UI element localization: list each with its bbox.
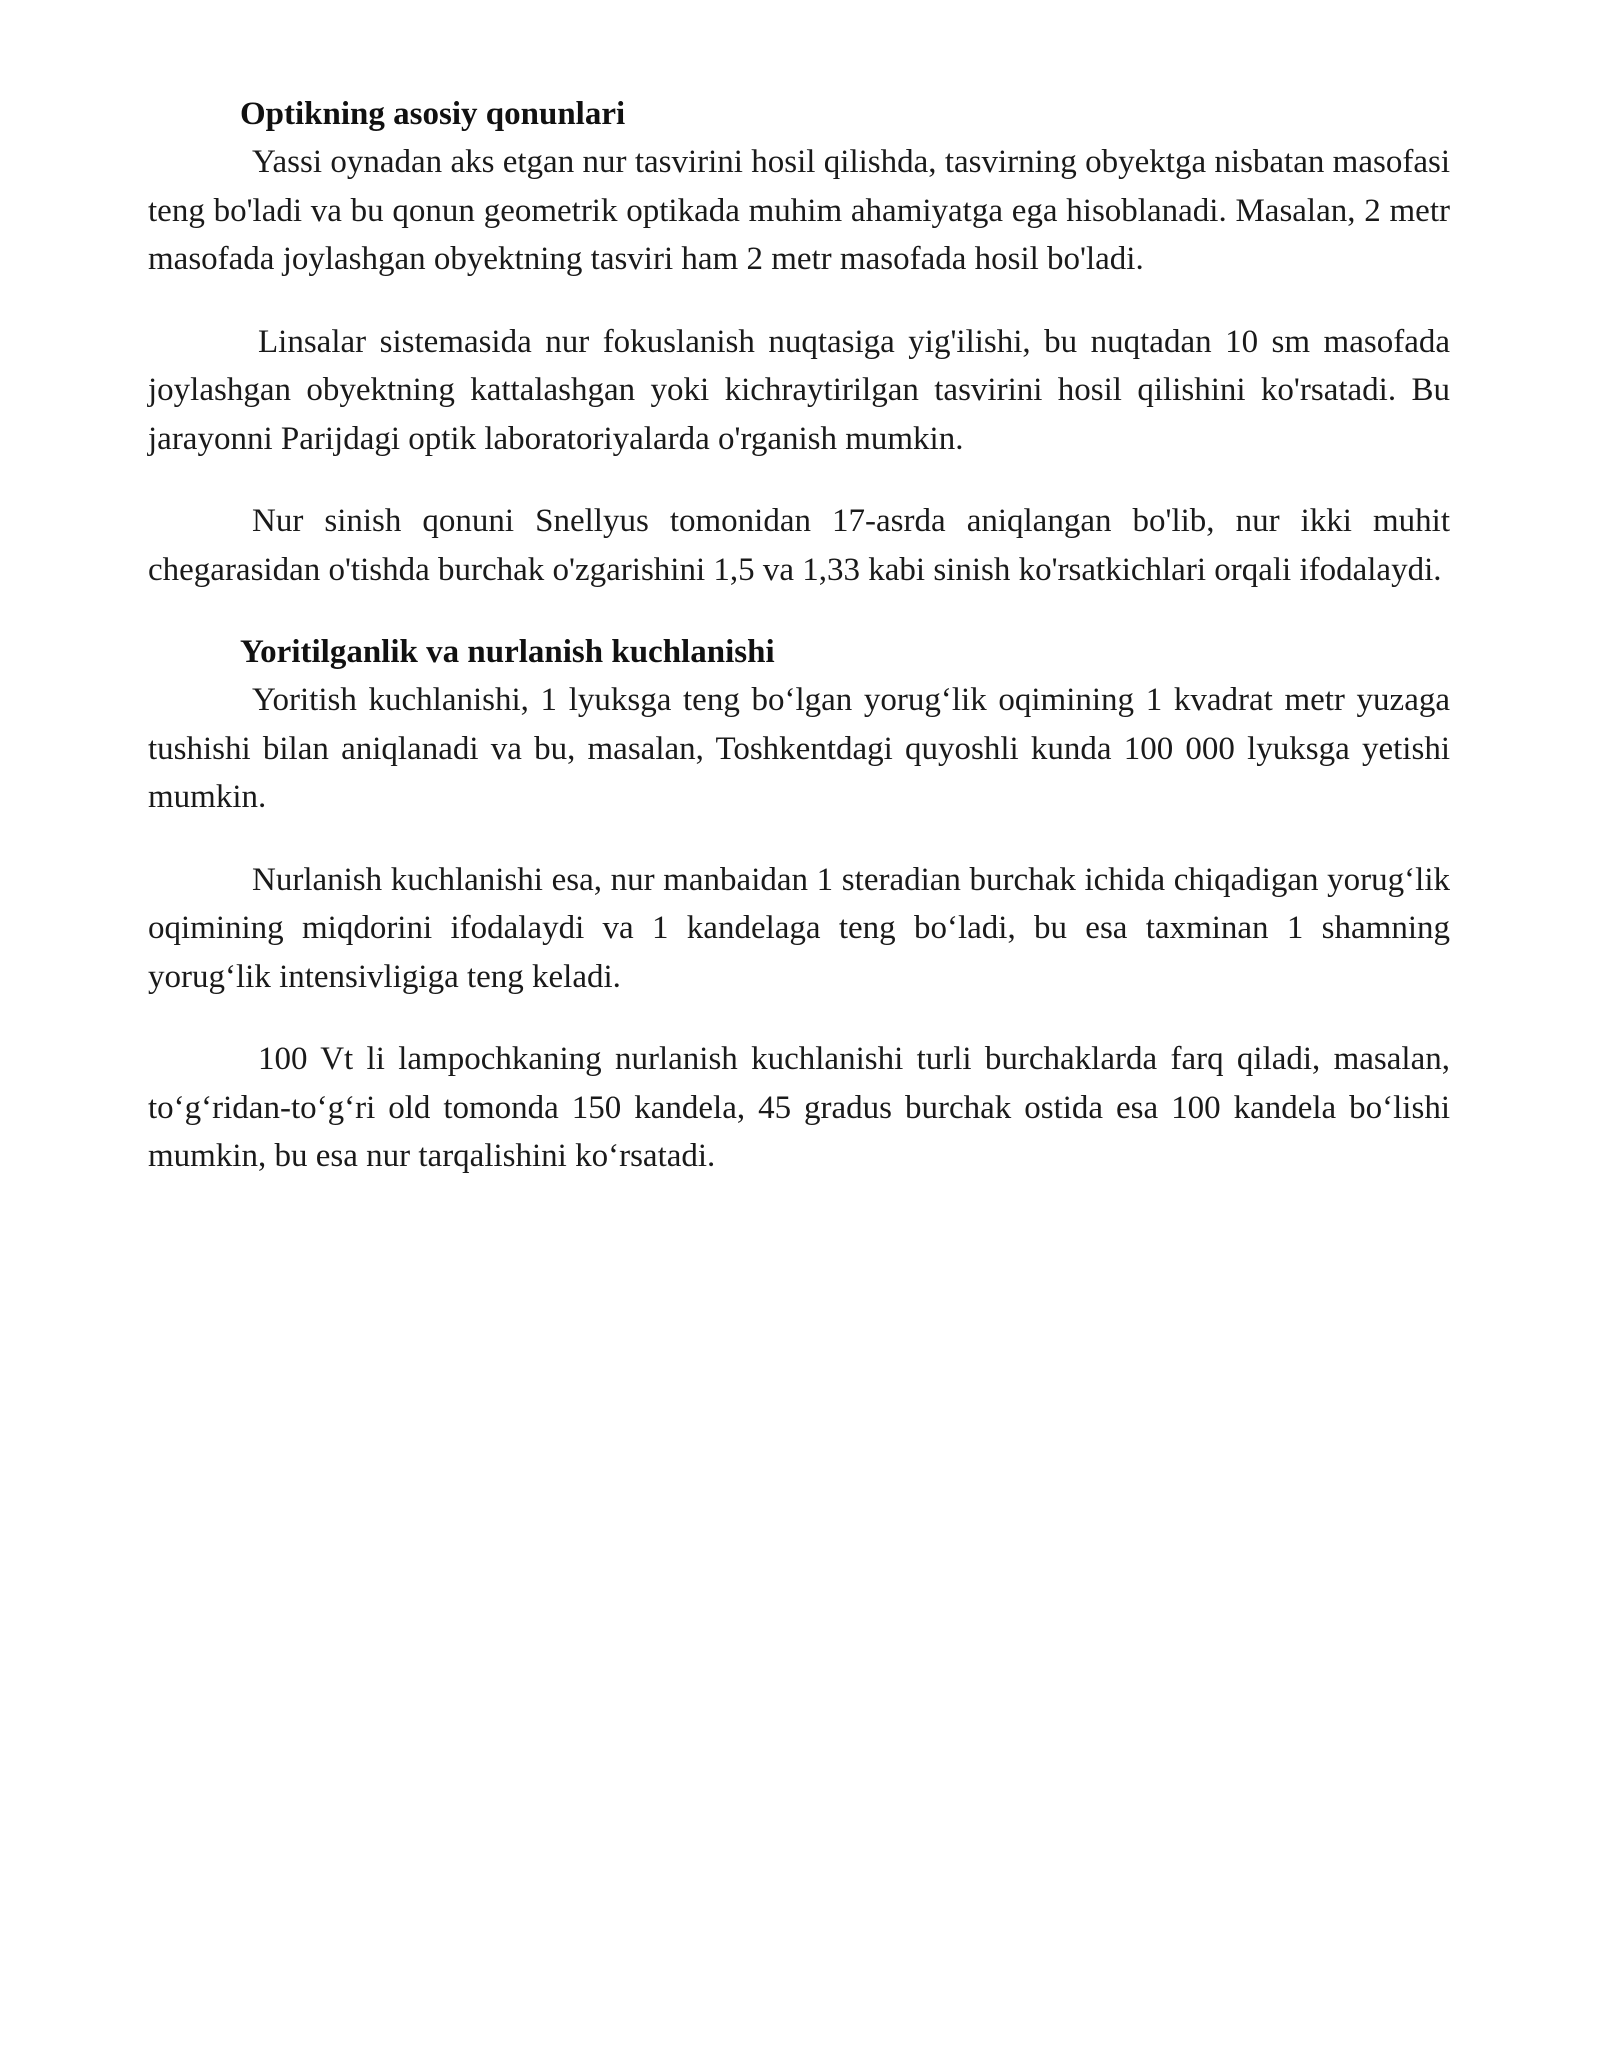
paragraph-luminous-intensity: Nurlanish kuchlanishi esa, nur manbaidan 1 steradian burchak ichida chiqadigan yorug‘lik oqimining miqdorini ifodalaydi va 1 kandelaga teng bo‘ladi, bu esa taxminan 1 shamning yorug‘lik intensivligiga teng keladi.	[148, 861, 1450, 995]
section-title-illuminance: Yoritilganlik va nurlanish kuchlanishi	[240, 634, 775, 670]
paragraph-spacer	[148, 463, 1450, 497]
section-title-optics-laws: Optikning asosiy qonunlari	[240, 96, 626, 132]
document-page	[148, 90, 1450, 1181]
section-spacer	[148, 594, 1450, 628]
paragraph-spacer	[148, 822, 1450, 856]
paragraph-snell-law: Nur sinish qonuni Snellyus tomonidan 17-asrda aniqlangan bo'lib, nur ikki muhit chegarasidan o'tishda burchak o'zgarishini 1,5 va 1,33 kabi sinish ko'rsatkichlari orqali ifodalaydi.	[148, 503, 1450, 588]
paragraph-spacer	[148, 1001, 1450, 1035]
paragraph-lamp-intensity: 100 Vt li lampochkaning nurlanish kuchlanishi turli burchaklarda farq qiladi, masalan, to‘g‘ridan-to‘g‘ri old tomonda 150 kandela, 45 gradus burchak ostida esa 100 kandela bo‘lishi mumkin, bu esa nur tarqalishini ko‘rsatadi.	[148, 1041, 1450, 1174]
paragraph-lens-system: Linsalar sistemasida nur fokuslanish nuqtasiga yig'ilishi, bu nuqtadan 10 sm masofada joylashgan obyektning kattalashgan yoki kichraytirilgan tasvirini hosil qilishini ko'rsatadi. Bu jarayonni Parijdagi optik laboratoriyalarda o'rganish mumkin.	[148, 323, 1450, 457]
paragraph-mirror-reflection: Yassi oynadan aks etgan nur tasvirini hosil qilishda, tasvirning obyektga nisbatan masofasi teng bo'ladi va bu qonun geometrik optikada muhim ahamiyatga ega hisoblanadi. Masalan, 2 metr masofada joylashgan obyektning tasviri ham 2 metr masofada hosil bo'ladi.	[148, 144, 1450, 277]
paragraph-illuminance: Yoritish kuchlanishi, 1 lyuksga teng bo‘lgan yorug‘lik oqimining 1 kvadrat metr yuzaga tushishi bilan aniqlanadi va bu, masalan, Toshkentdagi quyoshli kunda 100 000 lyuksga yetishi mumkin.	[148, 682, 1450, 815]
paragraph-spacer	[148, 284, 1450, 318]
